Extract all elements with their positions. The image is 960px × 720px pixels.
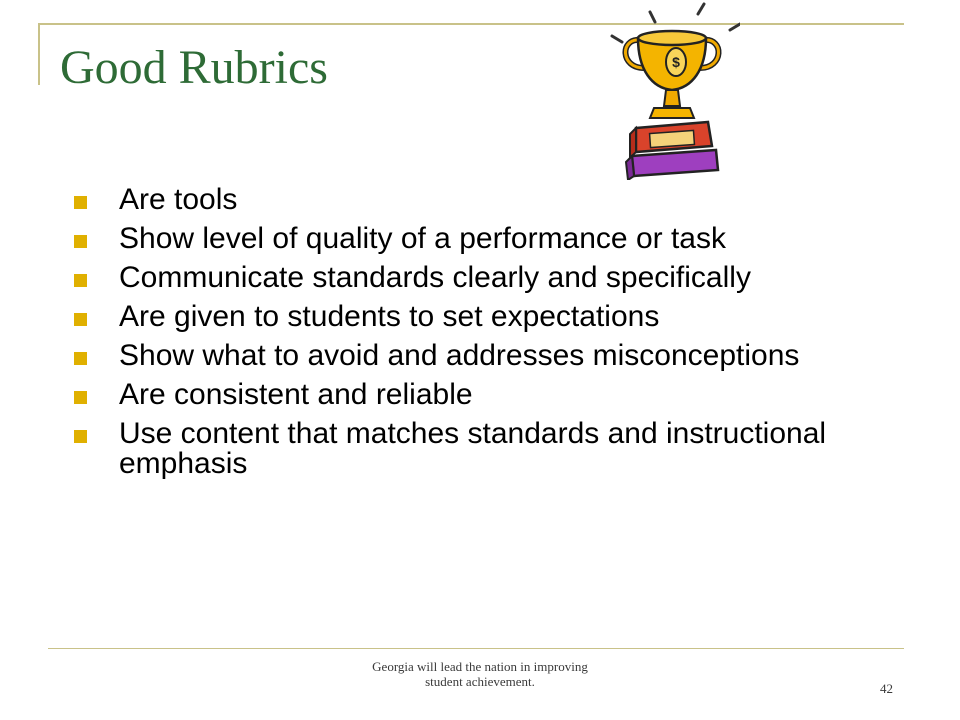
svg-text:$: $ bbox=[672, 54, 680, 70]
bullet-text: Communicate standards clearly and specifically bbox=[119, 261, 751, 294]
bullet-item bbox=[74, 380, 884, 410]
bullet-square-icon bbox=[74, 391, 87, 404]
bullet-square-icon bbox=[74, 352, 87, 365]
trophy-icon bbox=[600, 0, 740, 180]
bullet-item bbox=[74, 185, 884, 215]
bullet-square-icon bbox=[74, 430, 87, 443]
footer-line-1: Georgia will lead the nation in improving bbox=[372, 659, 588, 674]
footer-text bbox=[330, 659, 630, 689]
bullet-text: Show level of quality of a performance or task bbox=[119, 222, 726, 255]
bullet-text: Show what to avoid and addresses misconceptions bbox=[119, 339, 800, 372]
bullet-item bbox=[74, 224, 884, 254]
bullet-square-icon bbox=[74, 313, 87, 326]
bullet-item bbox=[74, 341, 884, 371]
footer-divider bbox=[48, 648, 904, 649]
frame-top-line bbox=[38, 23, 904, 25]
bullet-square-icon bbox=[74, 196, 87, 209]
frame-left-line bbox=[38, 23, 40, 85]
bullet-square-icon bbox=[74, 274, 87, 287]
bullet-square-icon bbox=[74, 235, 87, 248]
bullet-text: Are tools bbox=[119, 183, 238, 216]
footer-line-2: student achievement. bbox=[425, 674, 535, 689]
bullet-text: Are given to students to set expectations bbox=[119, 300, 660, 333]
bullet-item bbox=[74, 263, 884, 293]
slide-title: Good Rubrics bbox=[60, 41, 328, 94]
bullet-item bbox=[74, 419, 884, 479]
bullet-text: Are consistent and reliable bbox=[119, 378, 473, 411]
bullet-item bbox=[74, 302, 884, 332]
bullet-text: Use content that matches standards and instructional emphasis bbox=[119, 417, 827, 480]
bullet-list bbox=[74, 185, 884, 488]
slide-number: 42 bbox=[880, 681, 893, 696]
